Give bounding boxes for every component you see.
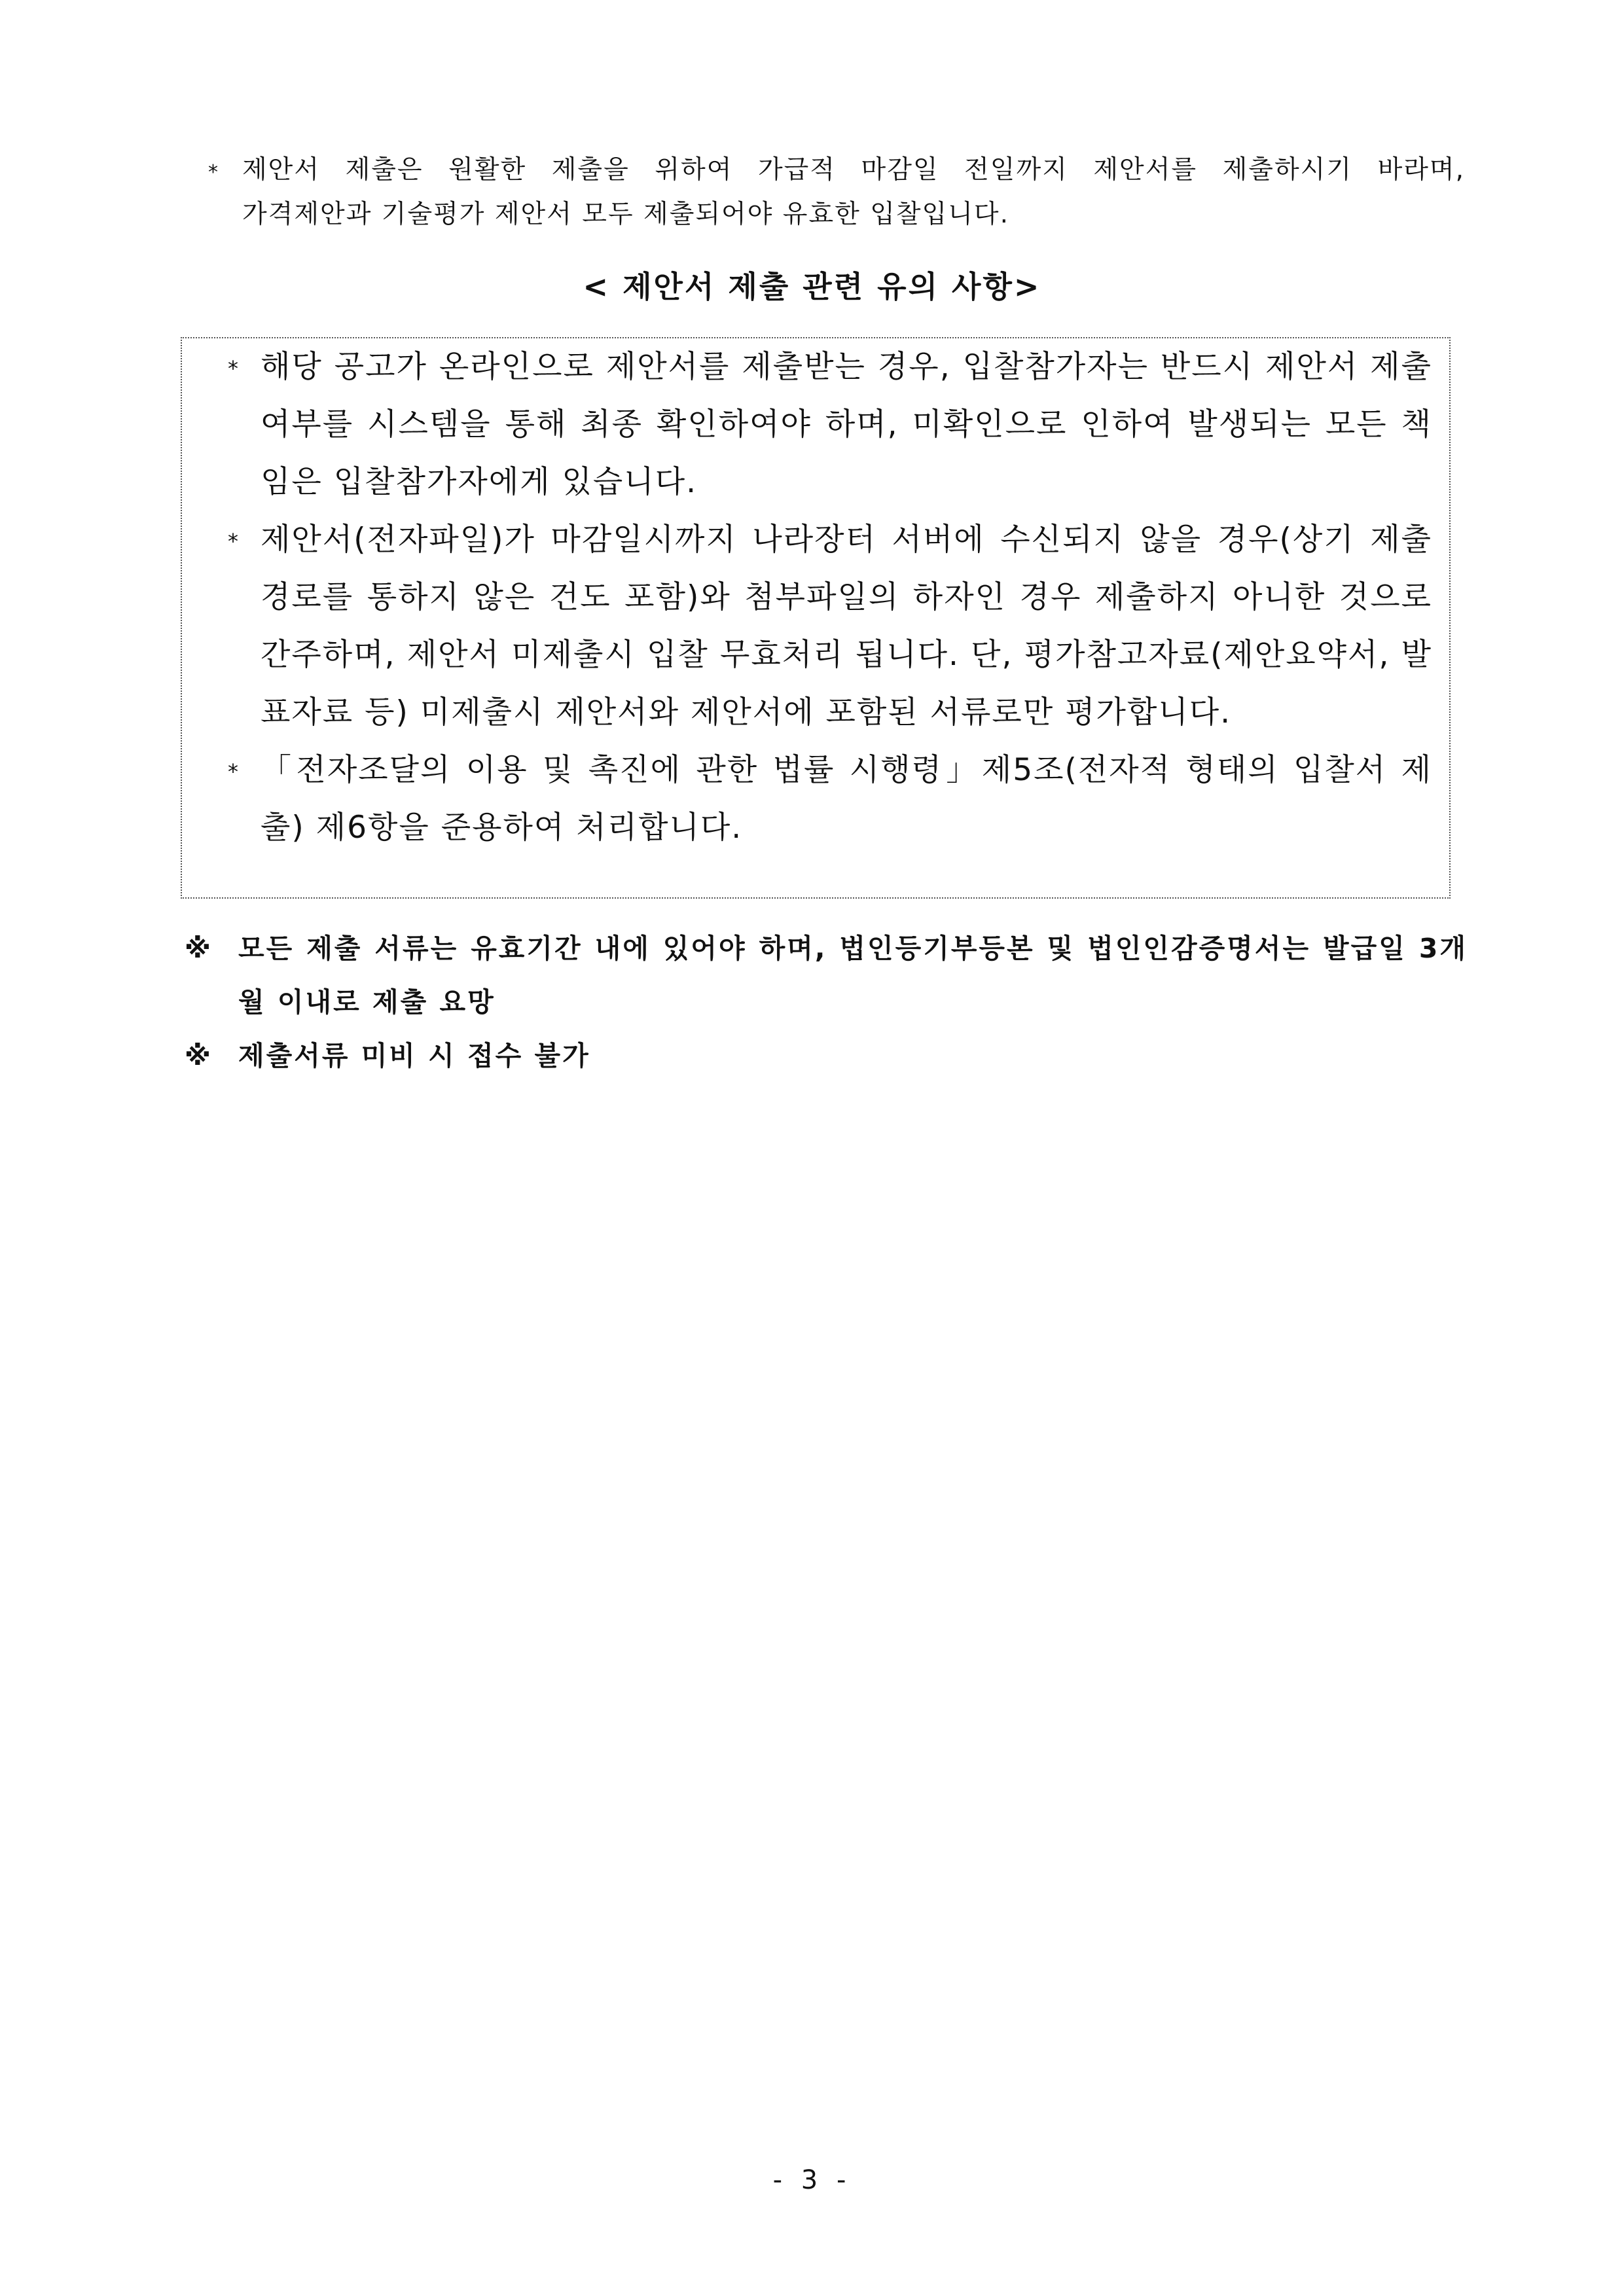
notice-text: 「전자조달의 이용 및 촉진에 관한 법률 시행령」제5조(전자적 형태의 입찰서 제출) 제6항을 준용하여 처리합니다. <box>261 752 1432 846</box>
notice-text: 제안서(전자파일)가 마감일시까지 나라장터 서버에 수신되지 않을 경우(상기 제출 경로를 통하지 않은 건도 포함)와 첨부파일의 하자인 경우 제출하지 아니한 것으로 간주하며, 제안서 미제출시 입찰 무효처리 됩니다. 단, 평가참고자료(제안요약서, 발표자료 등) 미제출시 제안서와 제안서에 포함된 서류로만 평가합니다. <box>261 522 1432 730</box>
notice-marker: * <box>228 356 240 381</box>
bold-note <box>185 1029 1468 1083</box>
section-title: < 제안서 제출 관련 유의 사항> <box>583 269 1041 304</box>
notice-marker: * <box>228 759 240 784</box>
notice-list <box>228 338 1432 857</box>
notice-box <box>181 337 1451 899</box>
reference-mark: ※ <box>185 1040 213 1071</box>
bold-note-text: 제출서류 미비 시 접수 불가 <box>238 1040 590 1071</box>
page-number: - 3 - <box>772 2165 852 2195</box>
bold-note <box>185 922 1468 1029</box>
top-note-marker: * <box>208 161 219 184</box>
bold-note-text: 모든 제출 서류는 유효기간 내에 있어야 하며, 법인등기부등본 및 법인인감증명서는 발급일 3개월 이내로 제출 요망 <box>238 933 1468 1018</box>
top-note-line1: 제안서 제출은 원활한 제출을 위하여 가급적 마감일 전일까지 제안서를 제출하시기 바라며, <box>242 155 1465 185</box>
reference-mark: ※ <box>185 933 213 964</box>
notice-text: 해당 공고가 온라인으로 제안서를 제출받는 경우, 입찰참가자는 반드시 제안서 제출여부를 시스템을 통해 최종 확인하여야 하며, 미확인으로 인하여 발생되는 모든 책임은 입찰참가자에게 있습니다. <box>261 349 1432 500</box>
notice-item <box>228 742 1432 857</box>
notice-marker: * <box>228 529 240 554</box>
top-note-line2: 가격제안과 기술평가 제안서 모두 제출되어야 유효한 입찰입니다. <box>242 200 1009 229</box>
bold-notes <box>185 922 1468 1083</box>
notice-item <box>228 511 1432 742</box>
notice-item <box>228 338 1432 511</box>
top-note <box>208 149 1465 236</box>
